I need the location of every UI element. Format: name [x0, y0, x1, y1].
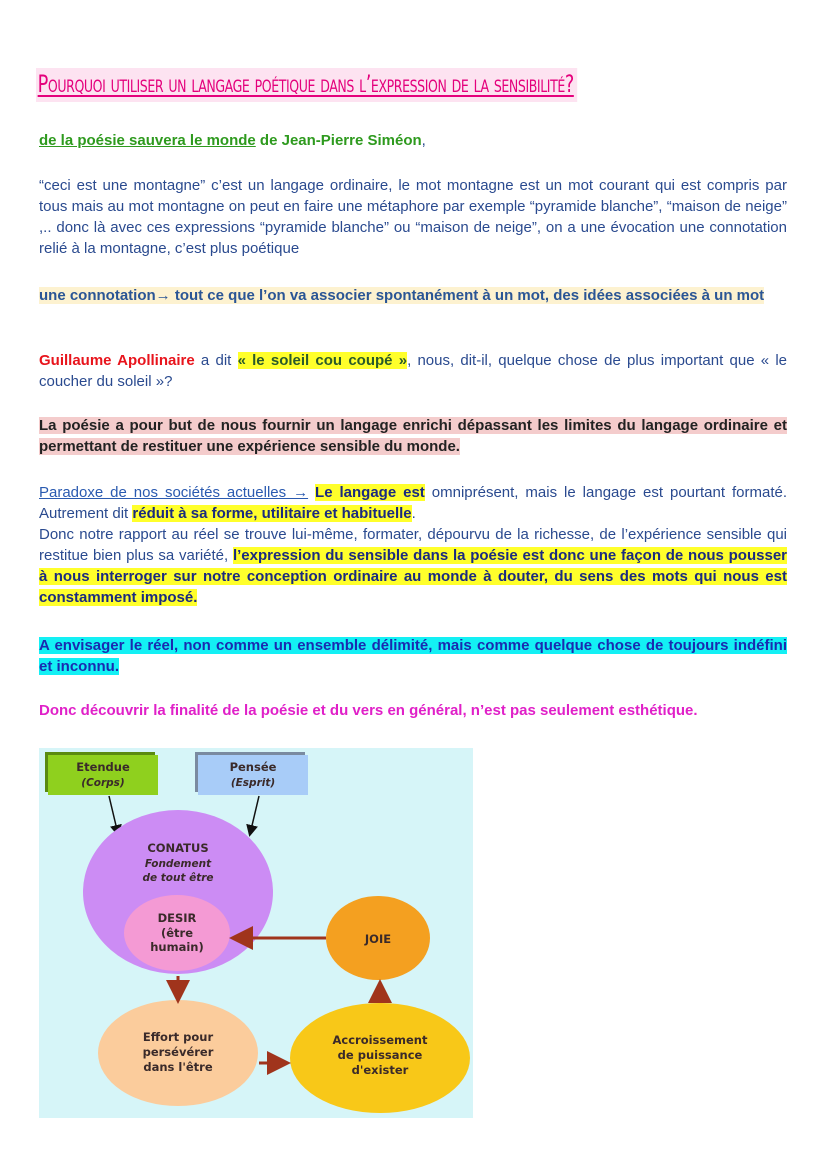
- text: Donc notre rapport au réel se trouve lui-même, formater, dépourvu de la richesse, de l’expérience sensible qui restitue bien plus sa variété,: [39, 526, 787, 564]
- paragraph-envisager: [39, 635, 787, 677]
- text: .: [411, 505, 416, 522]
- corps-label: (Corps): [81, 777, 125, 789]
- book-title: de la poésie sauvera le monde: [39, 132, 256, 149]
- arrow-pensee: [250, 796, 259, 834]
- page-title: Pourquoi utiliser un langage poétique dans l’expression de la sensibilité?: [36, 68, 577, 102]
- desir-label: DESIR: [157, 911, 197, 925]
- space: [308, 484, 315, 501]
- paradoxe-heading: Paradoxe de nos sociétés actuelles →: [39, 484, 309, 501]
- accroissement-label: d'exister: [351, 1063, 409, 1077]
- text: omniprésent, mais le langage est pourtant formaté. Autrement dit: [39, 484, 787, 522]
- fondement-label: Fondement: [144, 858, 212, 870]
- text: , nous, dit-il, quelque chose de plus important que « le coucher du soleil »?: [39, 352, 787, 390]
- author: de Jean-Pierre Siméon: [255, 132, 422, 149]
- comma: ,: [421, 132, 426, 149]
- poet-name: Guillaume Apollinaire: [39, 352, 195, 369]
- paragraph-apollinaire: [39, 350, 787, 392]
- desir-label: humain): [150, 940, 204, 954]
- fondement-label: de tout être: [142, 872, 214, 884]
- accroissement-label: de puissance: [337, 1048, 423, 1062]
- effort-label: Effort pour: [142, 1030, 214, 1044]
- highlight: A envisager le réel, non comme un ensemble délimité, mais comme quelque chose de toujours indéfini et inconnu.: [39, 637, 787, 675]
- paragraph-finalite: Donc découvrir la finalité de la poésie et du vers en général, n’est pas seulement esthétique.: [39, 702, 698, 719]
- quote: « le soleil cou coupé »: [237, 352, 408, 369]
- accroissement-label: Accroissement: [332, 1033, 428, 1047]
- desir-label: (être: [160, 926, 194, 940]
- highlight: l’expression du sensible dans la poésie est donc une façon de nous pousser à nous interroger sur notre conception ordinaire au monde à douter, du sens des mots qui nous est constamment imposé.: [39, 547, 787, 606]
- highlight: Le langage est: [315, 484, 425, 501]
- paragraph-paradoxe: [39, 482, 787, 608]
- paragraph-montagne: “ceci est une montagne” c’est un langage ordinaire, le mot montagne est un mot courant qui est compris par tous mais au mot montagne on peut en faire une métaphore par exemple “pyramide blanche”, “maison de neige” ,.. donc là avec ces expressions “pyramide blanche” ou “maison de neige”, on a une évocation une connotation relié à la montagne, c’est plus poétique: [39, 177, 787, 257]
- paragraph-connotation: [39, 285, 787, 306]
- etendue-label: Etendue: [76, 760, 130, 774]
- highlight: réduit à sa forme, utilitaire et habituelle: [132, 505, 412, 522]
- effort-label: persévérer: [142, 1045, 214, 1059]
- text: a dit: [194, 352, 238, 369]
- esprit-label: (Esprit): [230, 777, 276, 789]
- conatus-diagram: [39, 748, 473, 1118]
- conatus-label: CONATUS: [147, 841, 209, 855]
- reference-line: [39, 130, 787, 151]
- paragraph-but-poesie: [39, 415, 787, 457]
- arrow-etendue: [109, 796, 118, 834]
- connotation-definition: une connotation→ tout ce que l’on va associer spontanément à un mot, des idées associées à un mot: [39, 287, 765, 304]
- effort-label: dans l'être: [143, 1060, 213, 1074]
- joie-label: JOIE: [364, 932, 392, 946]
- highlight: La poésie a pour but de nous fournir un langage enrichi dépassant les limites du langage ordinaire et permettant de restituer une expérience sensible du monde.: [39, 417, 787, 455]
- pensee-label: Pensée: [229, 760, 277, 774]
